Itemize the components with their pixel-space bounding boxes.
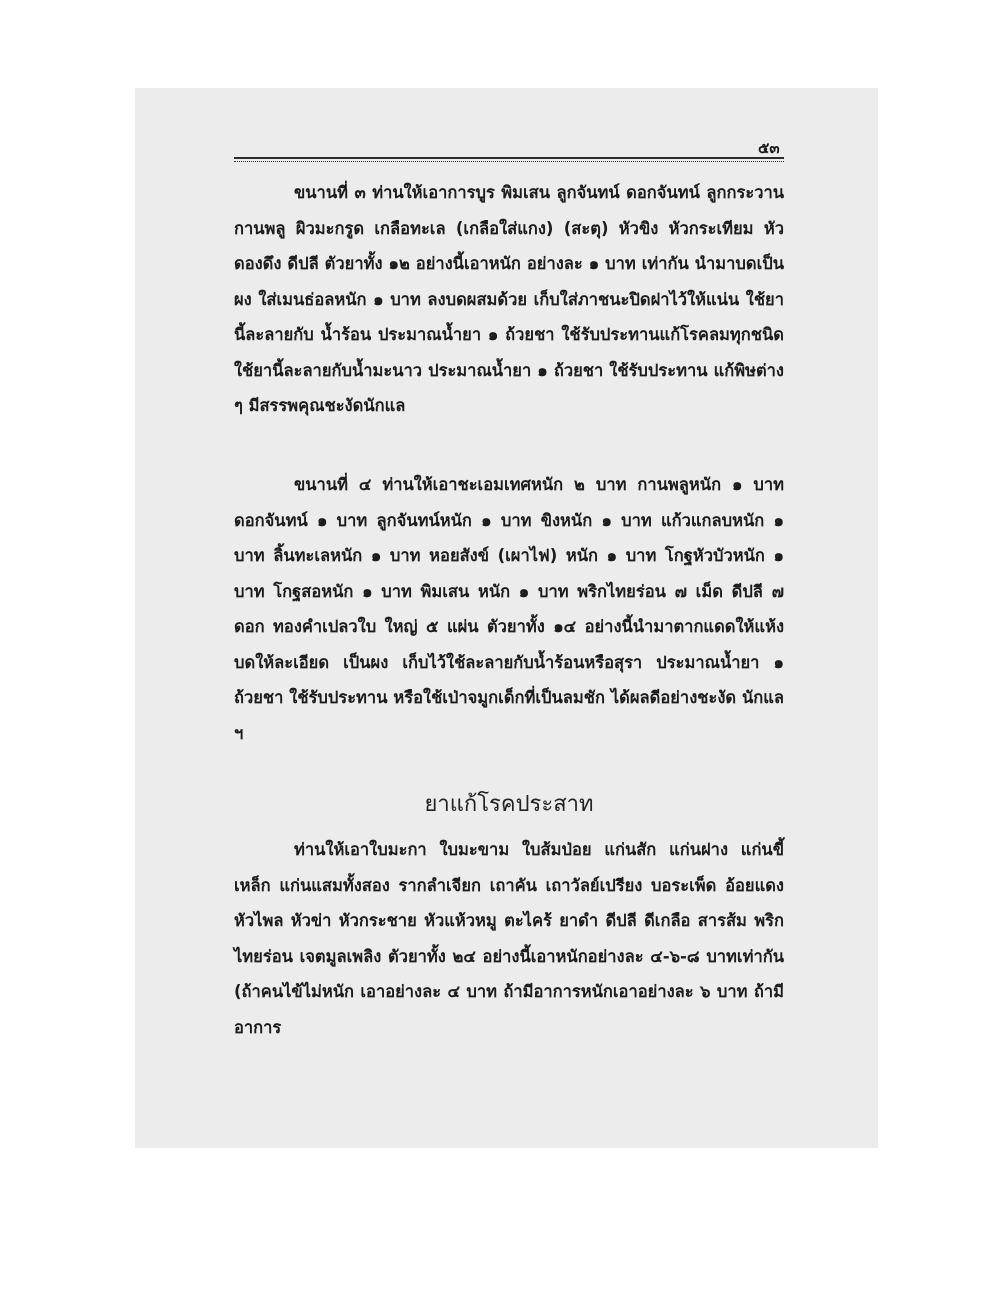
recipe-paragraph-3: ขนานที่ ๓ ท่านให้เอาการบูร พิมเสน ลูกจันทน์ ดอกจันทน์ ลูกกระวาน กานพลู ผิวมะกรูด เกลือทะเล (เกลือใส่แกง) (สะตุ) หัวขิง หัวกระเทียม หัวดองดึง ดีปลี ตัวยาทั้ง ๑๒ อย่างนี้เอาหนัก อย่างละ ๑ บาท เท่ากัน นำมาบดเป็นผง ใส่เมนธ่อลหนัก ๑ บาท ลงบดผสมด้วย เก็บใส่ภาชนะปิดฝาไว้ให้แน่น ใช้ยานี้ละลายกับ น้ำร้อน ประมาณน้ำยา ๑ ถ้วยชา ใช้รับประทานแก้โรคลมทุกชนิด ใช้ยานี้ละลายกับน้ำมะนาว ประมาณน้ำยา ๑ ถ้วยชา ใช้รับประทาน แก้พิษต่าง ๆ มีสรรพคุณชะงัดนักแล [234, 183, 784, 415]
recipe-paragraph-4: ขนานที่ ๔ ท่านให้เอาชะเอมเทศหนัก ๒ บาท กานพลูหนัก ๑ บาท ดอกจันทน์ ๑ บาท ลูกจันทน์หนัก ๑ บาท ขิงหนัก ๑ บาท แก้วแกลบหนัก ๑ บาท ลิ้นทะเลหนัก ๑ บาท หอยสังข์ (เผาไฟ) หนัก ๑ บาท โกฐหัวบัวหนัก ๑ บาท โกฐสอหนัก ๑ บาท พิมเสน หนัก ๑ บาท พริกไทยร่อน ๗ เม็ด ดีปลี ๗ ดอก ทองคำเปลวใบ ใหญ่ ๕ แผ่น ตัวยาทั้ง ๑๔ อย่างนี้นำมาตากแดดให้แห้ง บดให้ละเอียด เป็นผง เก็บไว้ใช้ละลายกับน้ำร้อนหรือสุรา ประมาณน้ำยา ๑ ถ้วยชา ใช้รับประทาน หรือใช้เป่าจมูกเด็กที่เป็นลมชัก ได้ผลดีอย่างชะงัด นักแล ฯ [234, 475, 784, 743]
header-rule-thick-line [234, 157, 784, 159]
page-number: ๕๓ [758, 139, 780, 157]
header-rule [234, 157, 784, 163]
section-heading: ยาแก้โรคประสาท [424, 792, 594, 817]
nerve-remedy-paragraph: ท่านให้เอาใบมะกา ใบมะขาม ใบส้มป่อย แก่นสัก แก่นฝาง แก่นขี้เหล็ก แก่นแสมทั้งสอง รากลำเจียก เถาคัน เถาวัลย์เปรียง บอระเพ็ด อ้อยแดง หัวไพล หัวข่า หัวกระชาย หัวแห้วหมู ตะไคร้ ยาดำ ดีปลี ดีเกลือ สารส้ม พริกไทยร่อน เจตมูลเพลิง ตัวยาทั้ง ๒๔ อย่างนี้เอาหนักอย่างละ ๔-๖-๘ บาทเท่ากัน (ถ้าคนไข้ไม่หนัก เอาอย่างละ ๔ บาท ถ้ามีอาการหนักเอาอย่างละ ๖ บาท ถ้ามีอาการ [234, 840, 784, 1037]
header-rule-thin-line [234, 161, 784, 162]
